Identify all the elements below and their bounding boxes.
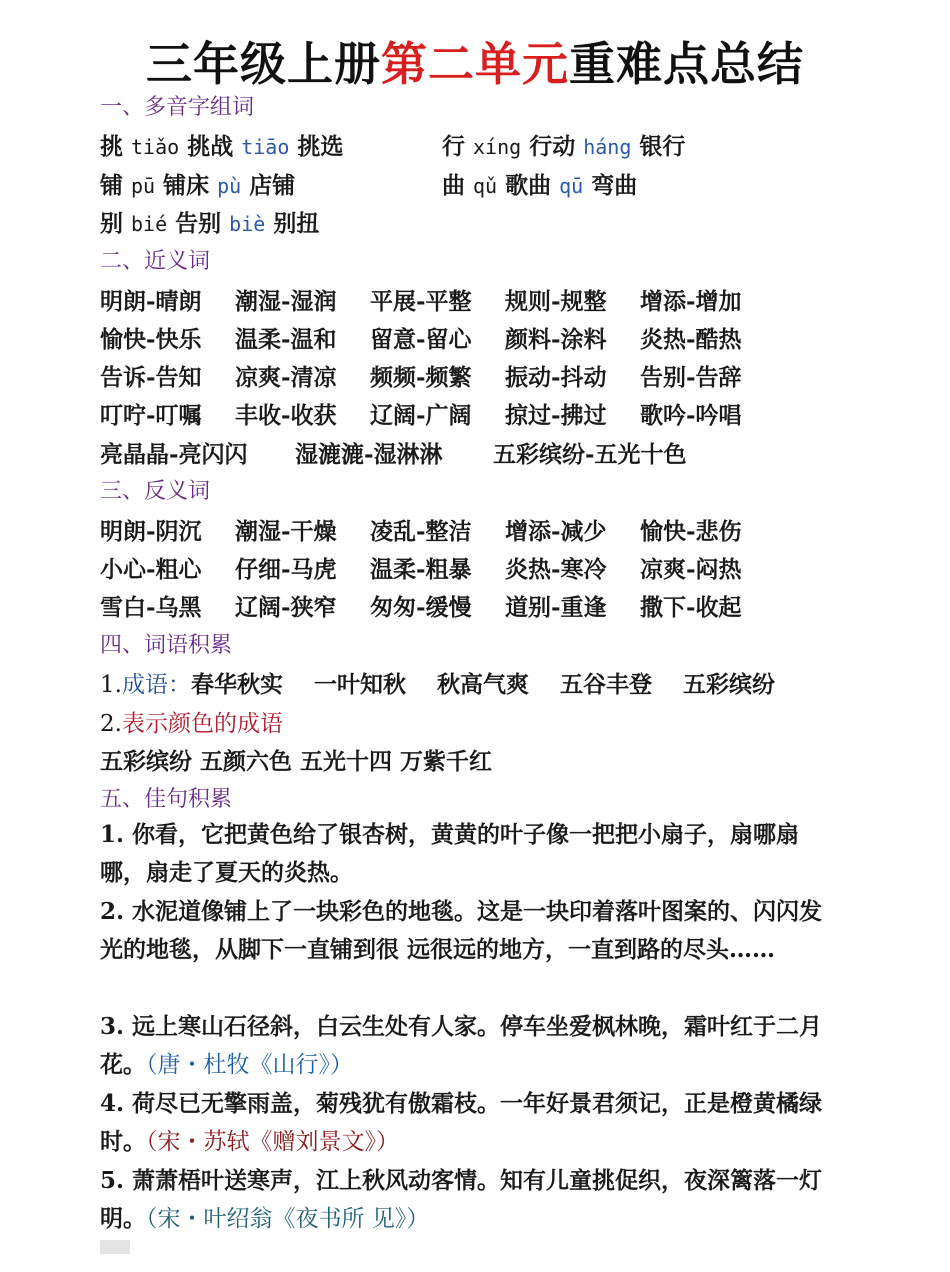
title-part2: 第二单元 [381,37,569,91]
antonym-item: 辽阔-狭窄 [235,594,337,621]
synonym-item: 叮咛-叮嘱 [100,402,202,429]
synonym-item: 平展-平整 [370,288,472,315]
sentence-3: 3. 远上寒山石径斜，白云生处有人家。停车坐爱枫林晚，霜叶红于二月花。（唐・杜牧《山行》） [100,1013,823,1078]
synonym-item: 潮湿-湿润 [235,288,337,315]
synonym-item: 亮晶晶-亮闪闪 [100,441,248,468]
synonym-item: 振动-抖动 [505,364,607,391]
antonym-item: 增添-减少 [505,518,607,545]
antonym-item: 温柔-粗暴 [370,556,472,583]
antonym-item: 炎热-寒冷 [505,556,607,583]
synonym-item: 留意-留心 [370,326,472,353]
idiom-line-2: 2.表示颜色的成语 [100,711,283,737]
sentence-4: 4. 荷尽已无擎雨盖，菊残犹有傲霜枝。一年好景君须记，正是橙黄橘绿时。（宋・苏轼《赠刘景文》） [100,1090,823,1155]
synonym-item: 愉快-快乐 [100,326,202,353]
polyphone-row-3: 别 bié 告别 biè 别扭 [100,210,320,237]
idiom-line-3: 五彩缤纷 五颜六色 五光十四 万紫千红 [100,748,493,775]
antonym-item: 道别-重逢 [505,594,607,621]
section2-heading: 二、近义词 [100,249,211,274]
polyphone-row-1b: 行 xíng 行动 háng 银行 [442,133,686,160]
sentence-4-source: （宋・苏轼《赠刘景文》） [146,1129,399,1155]
section3-heading: 三、反义词 [100,479,211,504]
synonym-item: 明朗-晴朗 [100,288,202,315]
synonym-item: 告诉-告知 [100,364,202,391]
sentence-3-source: （唐・杜牧《山行》） [146,1052,353,1078]
antonym-item: 明朗-阴沉 [100,518,202,545]
synonym-item: 凉爽-清凉 [235,364,337,391]
synonym-item: 丰收-收获 [235,402,337,429]
antonym-item: 小心-粗心 [100,556,202,583]
antonym-item: 愉快-悲伤 [640,518,742,545]
synonym-item: 规则-规整 [505,288,607,315]
synonym-item: 五彩缤纷-五光十色 [493,441,687,468]
synonym-item: 温柔-温和 [235,326,337,353]
idiom-line-1: 1.成语：春华秋实 一叶知秋 秋高气爽 五谷丰登 五彩缤纷 [100,671,775,698]
synonym-item: 湿漉漉-湿淋淋 [295,441,443,468]
antonym-item: 凌乱-整洁 [370,518,472,545]
synonym-item: 告别-告辞 [640,364,742,391]
synonym-item: 颜料-涂料 [505,326,607,353]
section1-heading: 一、多音字组词 [100,95,255,120]
title-part1: 三年级上册 [146,37,381,91]
antonym-item: 凉爽-闷热 [640,556,742,583]
page-title [0,28,950,94]
section4-heading: 四、词语积累 [100,633,233,658]
bottom-marker [100,1240,130,1254]
sentence-5: 5. 萧萧梧叶送寒声，江上秋风动客情。知有儿童挑促织，夜深篱落一灯明。（宋・叶绍翁《夜书所 见》） [100,1167,823,1232]
synonym-item: 增添-增加 [640,288,742,315]
sentence-2: 2. 水泥道像铺上了一块彩色的地毯。这是一块印着落叶图案的、闪闪发光的地毯，从脚下一直铺到很 远很远的地方，一直到路的尽头…… [100,898,823,963]
sentence-1: 1. 你看，它把黄色给了银杏树，黄黄的叶子像一把把小扇子，扇哪扇哪，扇走了夏天的炎热。 [100,821,800,886]
antonym-item: 匆匆-缓慢 [370,594,472,621]
section5-heading: 五、佳句积累 [100,787,233,812]
antonym-item: 仔细-马虎 [235,556,337,583]
sentence-5-source: （宋・叶绍翁《夜书所 见》） [146,1206,430,1232]
synonym-item: 掠过-拂过 [505,402,607,429]
polyphone-row-2: 铺 pū 铺床 pù 店铺 [100,172,296,199]
polyphone-row-1: 挑 tiǎo 挑战 tiāo 挑选 [100,133,344,160]
synonym-item: 频频-频繁 [370,364,472,391]
synonym-item: 炎热-酷热 [640,326,742,353]
antonym-item: 撒下-收起 [640,594,742,621]
antonym-item: 潮湿-干燥 [235,518,337,545]
title-part3: 重难点总结 [569,37,804,91]
polyphone-row-2b: 曲 qǔ 歌曲 qū 弯曲 [442,172,638,199]
synonym-item: 辽阔-广阔 [370,402,472,429]
synonym-item: 歌吟-吟唱 [640,402,742,429]
antonym-item: 雪白-乌黑 [100,594,202,621]
